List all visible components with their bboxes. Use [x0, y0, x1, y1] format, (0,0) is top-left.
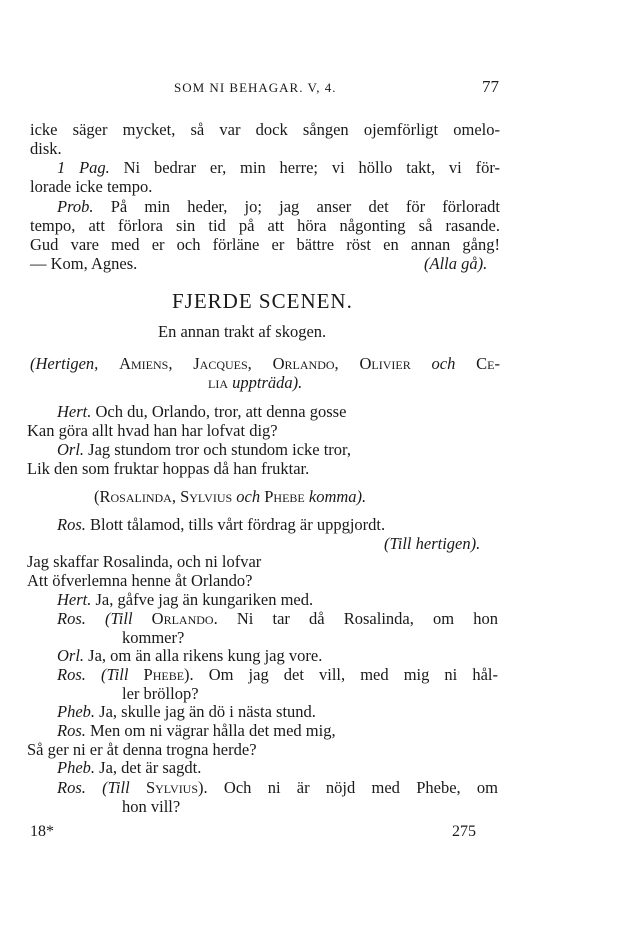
- stage-direction: [94, 487, 366, 507]
- text-line: — Kom, Agnes.: [30, 254, 138, 273]
- verse-line: [57, 721, 336, 741]
- stage-direction: [30, 354, 500, 374]
- sheet-number: 275: [452, 823, 476, 840]
- verse-line: Lik den som fruktar hoppas då han fruktar.: [27, 459, 310, 478]
- sd-names: Orlando: [151, 609, 214, 628]
- stage-direction: (Alla gå).: [424, 254, 488, 273]
- speech-text: Men om ni vägrar hålla det med mig,: [85, 721, 336, 740]
- signature-mark: 18*: [30, 823, 54, 840]
- verse-line: [57, 758, 201, 778]
- text-line: icke säger mycket, så var dock sången ojemförligt omelo-: [30, 120, 500, 139]
- speech-text: På min heder, jo; jag anser det för förloradt: [93, 197, 500, 216]
- speaker-name: Ros.: [57, 609, 86, 628]
- verse-line: Kan göra allt hvad han har lofvat dig?: [27, 421, 278, 440]
- sd-part: och: [232, 487, 265, 506]
- scene-subtitle: En annan trakt af skogen.: [158, 322, 327, 341]
- speech-text: Ja, gåfve jag än kungariken med.: [91, 590, 314, 609]
- sd-names: Phebe: [143, 665, 185, 684]
- sd-part: (Till: [85, 665, 144, 684]
- verse-line: Att öfverlemna henne åt Orlando?: [27, 571, 253, 590]
- speech-text: Blott tålamod, tills vårt fördrag är uppgjordt.: [85, 515, 386, 534]
- verse-line: [57, 515, 385, 535]
- speaker-name: Ros.: [57, 665, 86, 684]
- text-line: tempo, att förlora sin tid på att höra någonting så rasande.: [30, 216, 500, 235]
- speech-text: Ni bedrar er, min herre; vi höllo takt, vi för-: [109, 158, 500, 177]
- verse-line: [57, 402, 346, 422]
- sd-part: (Till: [85, 778, 146, 797]
- speaker-name: Pheb.: [57, 702, 96, 721]
- verse-line: [57, 778, 498, 798]
- speaker-name: Hert.: [57, 402, 92, 421]
- sd-part: (Till: [85, 609, 152, 628]
- speaker-name: Orl.: [57, 646, 85, 665]
- speech-text: Och du, Orlando, tror, att denna gosse: [91, 402, 347, 421]
- speaker-name: Prob.: [57, 197, 94, 216]
- verse-line: [57, 702, 316, 722]
- text-line: [57, 158, 500, 178]
- sd-names: Ce-: [476, 354, 500, 373]
- sd-part: komma).: [304, 487, 367, 506]
- speech-text: Ja, skulle jag än dö i nästa stund.: [95, 702, 316, 721]
- sd-part: och: [410, 354, 477, 373]
- page-number: 77: [482, 77, 499, 96]
- speech-text: Jag stundom tror och stundom icke tror,: [84, 440, 352, 459]
- sd-names: Rosalinda, Sylvius: [99, 487, 233, 506]
- running-title: SOM NI BEHAGAR. V, 4.: [174, 80, 337, 95]
- stage-direction: [208, 373, 302, 393]
- speech-text: . Ni tar då Rosalinda, om hon: [213, 609, 498, 628]
- speaker-name: Ros.: [57, 721, 86, 740]
- speaker-name: Ros.: [57, 778, 86, 797]
- verse-line: [57, 646, 322, 666]
- sd-names: lia: [208, 373, 228, 392]
- sd-names: Amiens, Jacques, Orlando, Olivier: [119, 354, 411, 373]
- verse-line: ler bröllop?: [122, 684, 199, 703]
- speech-text: ). Om jag det vill, med mig ni hål-: [184, 665, 498, 684]
- text-line: [57, 197, 500, 217]
- sd-part: (Hertigen,: [30, 354, 120, 373]
- speaker-name: Orl.: [57, 440, 85, 459]
- sd-part: uppträda).: [228, 373, 303, 392]
- stage-direction: (Till hertigen).: [384, 534, 481, 553]
- verse-line: [57, 609, 498, 629]
- speech-text: ). Och ni är nöjd med Phebe, om: [198, 778, 498, 797]
- verse-line: [57, 440, 351, 460]
- scene-title: FJERDE SCENEN.: [172, 289, 353, 313]
- speaker-name: Ros.: [57, 515, 86, 534]
- text-line: disk.: [30, 139, 62, 158]
- speaker-name: Pheb.: [57, 758, 96, 777]
- verse-line: [57, 590, 313, 610]
- text-line: Gud vare med er och förläne er bättre röst en annan gång!: [30, 235, 500, 254]
- speaker-name: 1 Pag.: [57, 158, 110, 177]
- sd-names: Phebe: [264, 487, 305, 506]
- speech-text: Ja, det är sagdt.: [95, 758, 202, 777]
- verse-line: [57, 665, 498, 685]
- verse-line: Jag skaffar Rosalinda, och ni lofvar: [27, 552, 262, 571]
- speaker-name: Hert.: [57, 590, 92, 609]
- sd-part: (: [94, 487, 100, 506]
- verse-line: Så ger ni er åt denna trogna herde?: [27, 740, 257, 759]
- sd-names: Sylvius: [145, 778, 199, 797]
- speech-text: Ja, om än alla rikens kung jag vore.: [84, 646, 323, 665]
- text-line: lorade icke tempo.: [30, 177, 153, 196]
- verse-line: kommer?: [122, 628, 185, 647]
- verse-line: hon vill?: [122, 797, 181, 816]
